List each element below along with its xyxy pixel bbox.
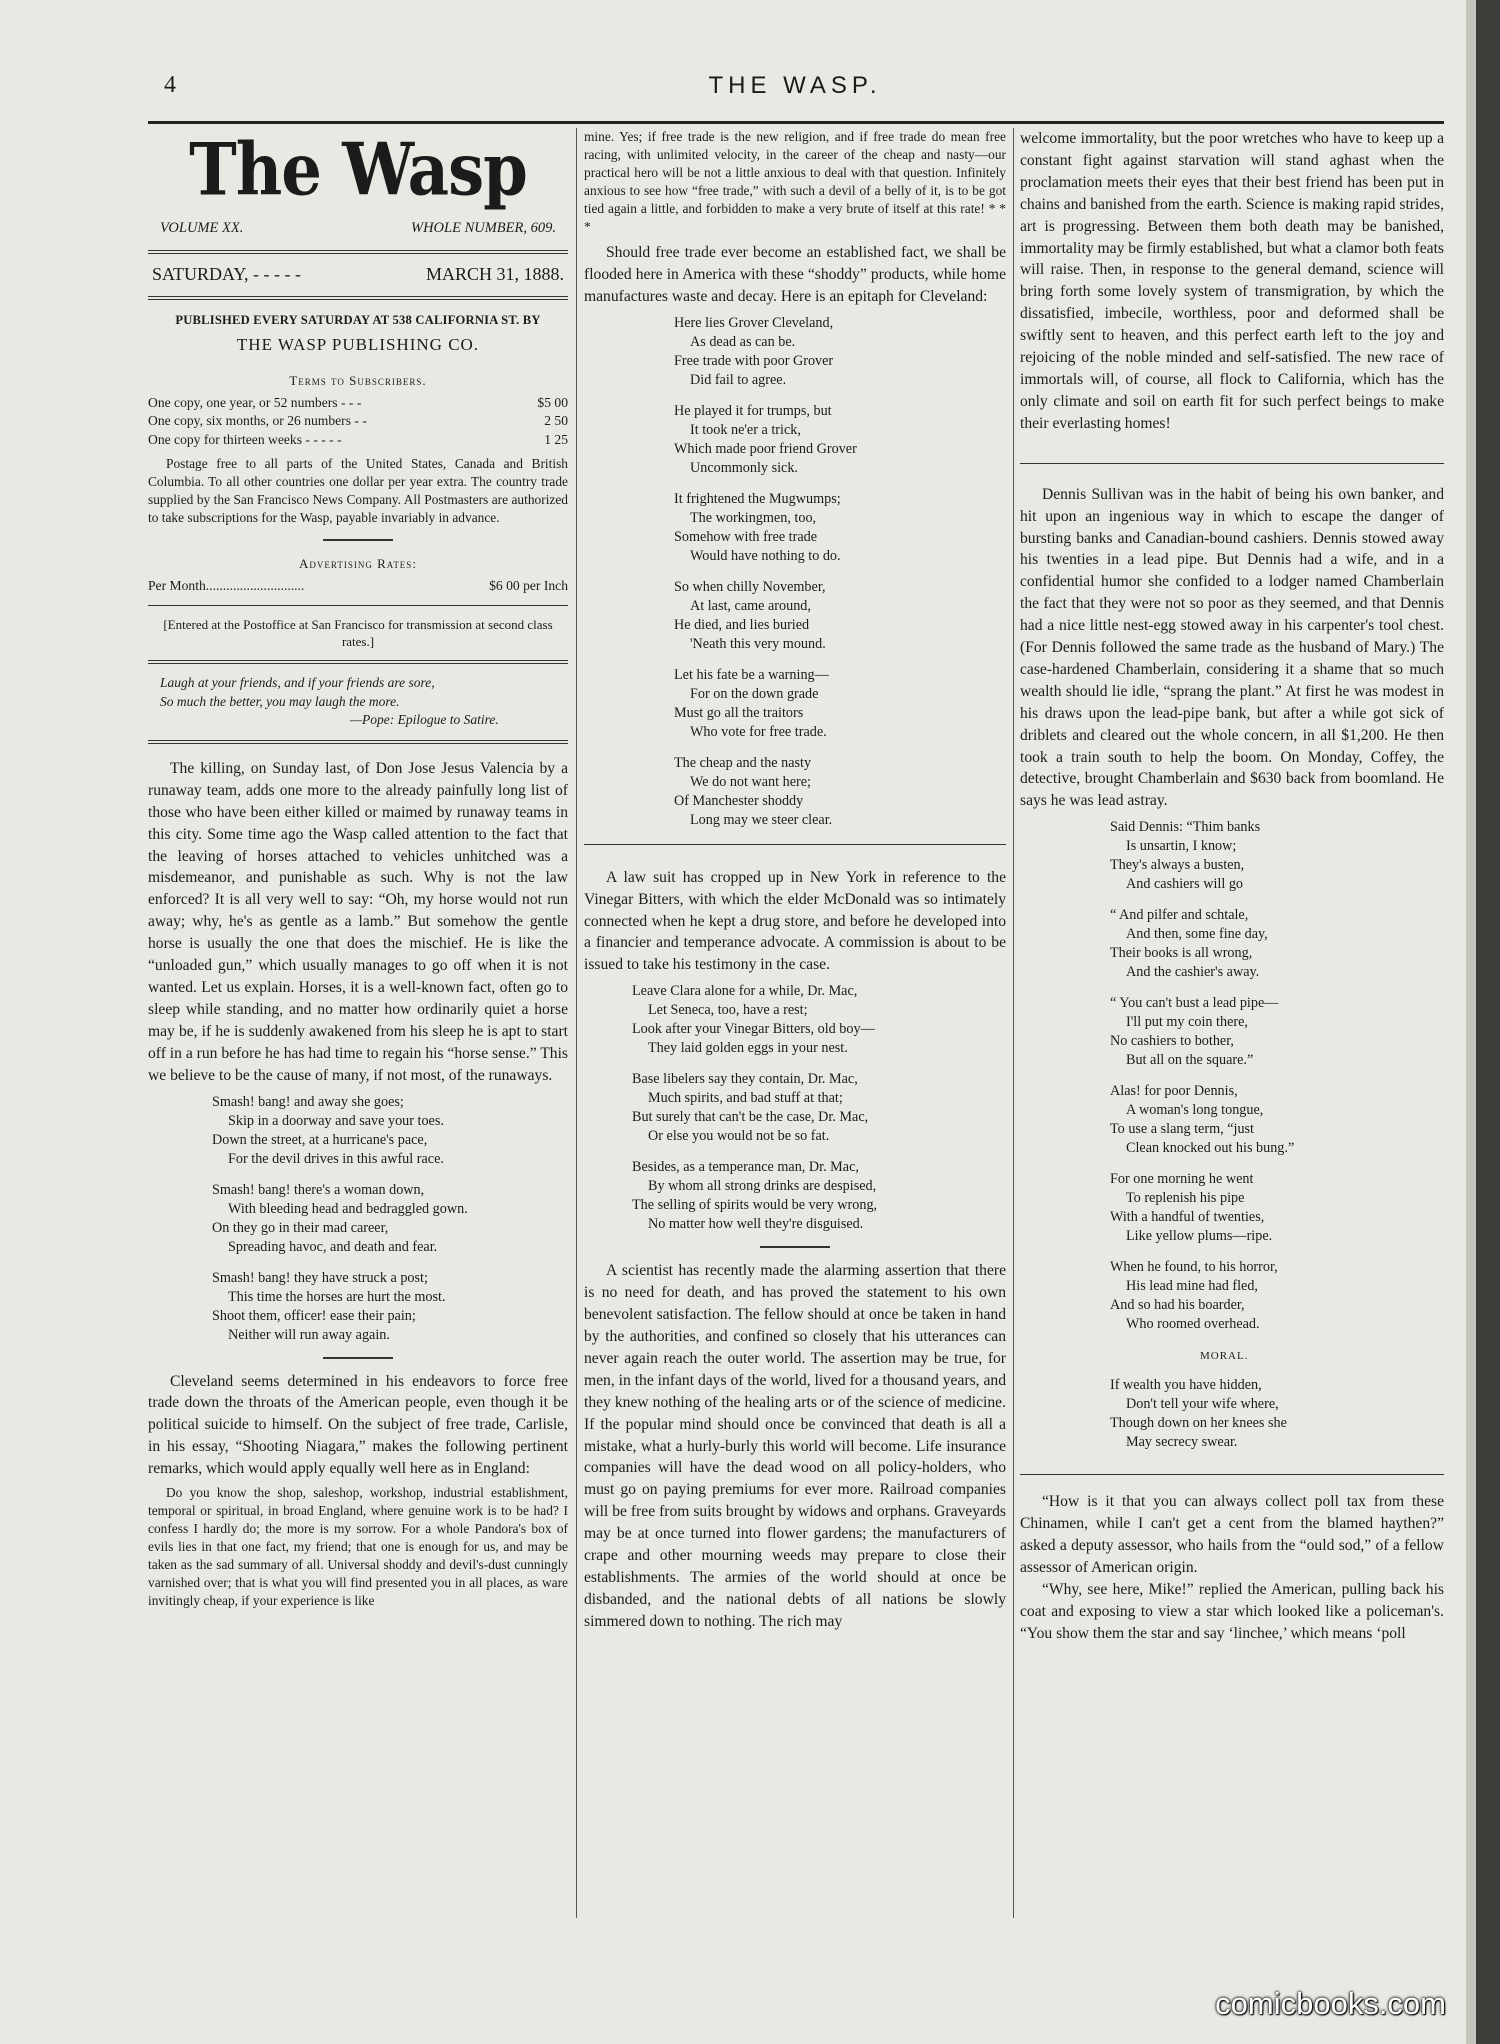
verse-line: Like yellow plums—ripe. — [1126, 1228, 1273, 1245]
verse-line: They laid golden eggs in your nest. — [648, 1040, 848, 1057]
column-rule-2 — [1013, 128, 1014, 1918]
verse-stanza — [1110, 994, 1444, 1070]
verse-stanza — [212, 1093, 568, 1169]
scan-binding-shadow — [1466, 0, 1476, 2044]
subscription-rates — [148, 394, 568, 450]
column-rule-1 — [576, 128, 577, 1918]
verse-dennis — [1110, 818, 1444, 1334]
rate-row: One copy, six months, or 26 numbers - - 2 50 — [148, 413, 568, 429]
verse-smash — [212, 1093, 568, 1345]
postal-entry-notice: [Entered at the Postoffice at San Francisco for transmission at second class rates.] — [163, 617, 553, 650]
verse-stanza — [674, 402, 1006, 478]
verse-epitaph — [674, 314, 1006, 830]
divider — [148, 660, 568, 664]
verse-line: Their books is all wrong, — [1110, 945, 1253, 962]
advertising-heading: Advertising Rates: — [299, 556, 417, 572]
article-mike: “Why, see here, Mike!” replied the American, pulling back his coat and exposing to view a star which looked like a policeman's. “You show them the star and say ‘linchee,’ which means ‘poll — [1020, 1580, 1444, 1642]
verse-line: It frightened the Mugwumps; — [674, 490, 841, 507]
verse-line: I'll put my coin there, — [1126, 1014, 1248, 1031]
verse-line: His lead mine had fled, — [1126, 1278, 1258, 1295]
verse-line: The cheap and the nasty — [674, 754, 812, 771]
verse-line: Besides, as a temperance man, Dr. Mac, — [632, 1159, 859, 1176]
article-cleveland: Cleveland seems determined in his endeavors to force free trade down the throats of the American people, even though it be political suicide to himself. On the subject of free trade, Carlisle, in his essay, “Shooting Niagara,” makes the following pertinent remarks, which would apply equally well here as in England: — [148, 1372, 568, 1478]
verse-line: And the cashier's away. — [1126, 964, 1260, 981]
verse-line: To use a slang term, “just — [1110, 1121, 1255, 1138]
terms-heading: Terms to Subscribers. — [289, 372, 427, 388]
page-header — [140, 72, 1450, 104]
verse-line: “ You can't bust a lead pipe— — [1110, 995, 1279, 1012]
verse-line: Is unsartin, I know; — [1126, 838, 1237, 855]
verse-line: Here lies Grover Cleveland, — [674, 314, 834, 331]
verse-line: This time the horses are hurt the most. — [228, 1288, 446, 1305]
verse-line: Much spirits, and bad stuff at that; — [648, 1090, 843, 1107]
volume-number: VOLUME XX. — [160, 220, 244, 236]
verse-stanza — [674, 314, 1006, 390]
verse-line: Which made poor friend Grover — [674, 440, 857, 457]
verse-line: “ And pilfer and schtale, — [1110, 907, 1249, 924]
verse-stanza — [632, 982, 1006, 1058]
verse-stanza — [1110, 1258, 1444, 1334]
article-sullivan: Dennis Sullivan was in the habit of being his own banker, and hit upon an ingenious way in which to escape the danger of bursting banks and Canadian-bound cashiers. Dennis stowed away his twenties in a lead pipe. But Dennis had a wife, and in a confidential humor she confided to a lodger named Chamberlain the fact that they were not so poor as they seemed, and that Dennis had a nice little nest-egg stowed away in his carpenter's tool chest. (For Dennis followed the same trade as the husband of Mary.) The case-hardened Chamberlain, considering it a shame that so much wealth should lie idle, “sprang the plant.” At first he was modest in his draws upon the lead-pipe bank, but after a while got sick of driblets and cleared out the whole concern, in all $1,200. He then took a train south to help the boom. On Monday, Coffey, the detective, brought Chamberlain and $630 back from boomland. He says he was lead astray. — [1020, 485, 1444, 810]
verse-line: Did fail to agree. — [690, 371, 787, 388]
verse-line: Smash! bang! and away she goes; — [212, 1093, 404, 1110]
verse-line: 'Neath this very mound. — [690, 635, 826, 652]
verse-line: For one morning he went — [1110, 1171, 1254, 1188]
divider — [1020, 1474, 1444, 1475]
verse-line: We do not want here; — [690, 773, 811, 790]
issue-date: MARCH 31, 1888. — [425, 263, 564, 284]
verse-line: Somehow with free trade — [674, 528, 818, 545]
verse-line: Who roomed overhead. — [1126, 1316, 1260, 1333]
verse-line: Uncommonly sick. — [690, 459, 798, 476]
verse-line: Though down on her knees she — [1110, 1415, 1287, 1432]
verse-line: If wealth you have hidden, — [1110, 1377, 1262, 1394]
verse-line: Shoot them, officer! ease their pain; — [212, 1307, 416, 1324]
column-1 — [148, 128, 568, 1610]
verse-line: And then, some fine day, — [1126, 926, 1268, 943]
short-rule — [323, 539, 393, 541]
watermark: comicbooks.com — [1215, 1986, 1446, 2021]
column-2 — [584, 128, 1006, 1633]
verse-line: Said Dennis: “Thim banks — [1110, 819, 1261, 836]
verse-line: May secrecy swear. — [1126, 1434, 1238, 1451]
volume-line — [160, 218, 556, 240]
verse-line: So when chilly November, — [674, 578, 826, 595]
verse-line: They's always a busten, — [1110, 857, 1245, 874]
verse-line: Must go all the traitors — [674, 704, 804, 721]
motto-line: Laugh at your friends, and if your friends are sore, — [160, 675, 435, 691]
verse-line: Skip in a doorway and save your toes. — [228, 1112, 444, 1129]
verse-line: And cashiers will go — [1126, 876, 1244, 893]
verse-line: The workingmen, too, — [690, 509, 817, 526]
verse-line: Let his fate be a warning— — [674, 666, 829, 683]
article-polltax: “How is it that you can always collect poll tax from these Chinamen, while I can't get a cent from the blamed haythen?” asked a deputy assessor, who hails from the “ould sod,” of a fellow assessor of American origin. — [1020, 1493, 1444, 1576]
verse-stanza — [674, 490, 1006, 566]
verse-line: But all on the square.” — [1126, 1052, 1254, 1069]
verse-line: Spreading havoc, and death and fear. — [228, 1238, 438, 1255]
verse-line: He died, and lies buried — [674, 616, 810, 633]
verse-stanza — [1110, 906, 1444, 982]
verse-line: Neither will run away again. — [228, 1326, 390, 1343]
verse-stanza — [212, 1269, 568, 1345]
verse-line: Clean knocked out his bung.” — [1126, 1140, 1295, 1157]
verse-line: When he found, to his horror, — [1110, 1259, 1278, 1276]
short-rule — [323, 1357, 393, 1359]
motto-line: So much the better, you may laugh the more. — [160, 693, 400, 709]
verse-line: Look after your Vinegar Bitters, old boy— — [632, 1021, 875, 1038]
carlisle-quote-continued: mine. Yes; if free trade is the new religion, and if free trade do mean free racing, with unlimited velocity, in the career of the cheap and nasty—our practical hero will be not a little anxious to deal with that question. Infinitely anxious to see how “free trade,” with such a devil of a belly of it, is to be got tied again a little, and forbidden to make a very brute of itself at this rate! * * * — [584, 129, 1006, 234]
verse-line: Free trade with poor Grover — [674, 352, 834, 369]
motto — [148, 674, 568, 730]
dateline — [148, 264, 568, 286]
verse-line: For the devil drives in this awful race. — [228, 1150, 444, 1167]
verse-line: Or else you would not be so fat. — [648, 1128, 830, 1145]
article-lawsuit: A law suit has cropped up in New York in reference to the Vinegar Bitters, with which the elder McDonald was so intimately connected when he kept a drug store, and before he developed into a financier and temperance advocate. A commission is about to be issued to take his testimony in the case. — [584, 868, 1006, 974]
verse-line: To replenish his pipe — [1126, 1190, 1245, 1207]
postage-notice: Postage free to all parts of the United States, Canada and British Columbia. To all other countries one dollar per year extra. The country trade supplied by the San Francisco News Company. All Postmasters are authorized to take subscriptions for the Wasp, payable invariably in advance. — [148, 456, 568, 526]
verse-line: Don't tell your wife where, — [1126, 1396, 1279, 1413]
rate-row: Per Month............................. $6 00 per Inch — [148, 577, 568, 593]
motto-attribution: —Pope: Epilogue to Satire. — [350, 712, 499, 728]
verse-line: Let Seneca, too, have a rest; — [648, 1002, 808, 1019]
verse-stanza — [674, 666, 1006, 742]
verse-line: Alas! for poor Dennis, — [1110, 1083, 1238, 1100]
verse-line: With a handful of twenties, — [1110, 1209, 1265, 1226]
verse-line: But surely that can't be the case, Dr. Mac, — [632, 1109, 869, 1126]
verse-stanza — [1110, 818, 1444, 894]
verse-line: The selling of spirits would be very wrong, — [632, 1197, 878, 1214]
divider — [148, 740, 568, 744]
rate-row: One copy for thirteen weeks - - - - - 1 25 — [148, 431, 568, 447]
verse-line: On they go in their mad career, — [212, 1219, 389, 1236]
article-runaway: The killing, on Sunday last, of Don Jose Jesus Valencia by a runaway team, adds one more to the already painfully long list of those who have been either killed or maimed by runaway teams in this city. Some time ago the Wasp called attention to the fact that the leaving of horses attached to vehicles unhitched was a misdemeanor, and punishable as such. Why is not the law enforced? It is all very well to say: “Oh, my horse would not run away; why, he's as gentle as a lamb.” But somehow the gentle horse is usually the one that does the mischief. He is like the “unloaded gun,” which usually manages to go off when it is not wanted. Let us explain. Horses, it is a well-known fact, often go to sleep while standing, and no matter how ordinarily quiet a horse may be, if he is suddenly awakened from his sleep he is apt to start off in a run before he has had time to regain his “horse sense.” This we believe to be the cause of many, if not most, of the runaways. — [148, 759, 568, 1084]
verse-line: Long may we steer clear. — [690, 811, 833, 828]
verse-line: With bleeding head and bedraggled gown. — [228, 1200, 468, 1217]
article-immortality-continued: welcome immortality, but the poor wretches who have to keep up a constant fight against starvation will stand aghast when the proclamation meets their eyes that their best friend has been put in chains and banished from the earth. Science is making rapid strides, art is progressing. Between them both death may be banished, immortality may be firmly established, but what a clamor both feats will raise. Then, in response to the general demand, science will bring forth some lovely system of transmigration, by which the dissatisfied, imbecile, worthless, poor and deformed shall be swiftly sent to heaven, and this perfect earth left to the joy and rejoicing of the noble minded and self-satisfied. The new race of immortals will, of course, all flock to California, which has the only climate and soil on earth fit for such perfect beings to make their everlasting homes! — [1020, 130, 1444, 432]
verse-line: Leave Clara alone for a while, Dr. Mac, — [632, 983, 858, 1000]
verse-line: No matter how well they're disguised. — [648, 1216, 864, 1233]
column-3 — [1020, 128, 1444, 1645]
verse-line: It took ne'er a trick, — [690, 421, 801, 438]
whole-number: WHOLE NUMBER, 609. — [411, 220, 556, 236]
carlisle-quote: Do you know the shop, saleshop, workshop, industrial establishment, temporal or spiritual, in broad England, where genuine work is to be had? I confess I hardly do; the more is my sorrow. For a whole Pandora's box of evils lies in that one fact, my friend; that one is enough for us, and may be taken as the sad summary of all. Universal shoddy and devil's-dust cunningly varnished over; that is what you will find presented you in all places, as ware invitingly cheap, if your experience is like — [148, 1485, 568, 1609]
moral-label: MORAL. — [1200, 1350, 1249, 1363]
verse-stanza — [674, 754, 1006, 830]
issue-day: SATURDAY, - - - - - — [152, 263, 302, 284]
verse-line: A woman's long tongue, — [1126, 1102, 1264, 1119]
verse-line: As dead as can be. — [690, 333, 796, 350]
running-title: THE WASP. — [708, 72, 882, 99]
page-number: 4 — [164, 72, 176, 98]
verse-stanza — [632, 1158, 1006, 1234]
advertising-rates — [148, 577, 568, 596]
verse-stanza — [1110, 1082, 1444, 1158]
publisher-line: PUBLISHED EVERY SATURDAY AT 538 CALIFORNIA ST. BY — [175, 312, 541, 327]
divider — [1020, 463, 1444, 464]
divider — [148, 296, 568, 300]
verse-line: At last, came around, — [690, 597, 811, 614]
divider — [584, 844, 1006, 845]
verse-line: No cashiers to bother, — [1110, 1033, 1234, 1050]
verse-clara — [632, 982, 1006, 1234]
scan-edge — [1476, 0, 1500, 2044]
divider — [148, 605, 568, 606]
verse-line: Smash! bang! there's a woman down, — [212, 1181, 425, 1198]
verse-line: Down the street, at a hurricane's pace, — [212, 1131, 428, 1148]
top-rule — [148, 121, 1444, 124]
verse-moral — [1110, 1376, 1444, 1452]
verse-line: Who vote for free trade. — [690, 723, 827, 740]
verse-line: He played it for trumps, but — [674, 402, 832, 419]
verse-line: Base libelers say they contain, Dr. Mac, — [632, 1071, 858, 1088]
verse-stanza — [632, 1070, 1006, 1146]
verse-stanza — [1110, 1170, 1444, 1246]
verse-stanza — [212, 1181, 568, 1257]
verse-line: Would have nothing to do. — [690, 547, 841, 564]
verse-line: Smash! bang! they have struck a post; — [212, 1269, 428, 1286]
verse-stanza — [674, 578, 1006, 654]
article-scientist: A scientist has recently made the alarming assertion that there is no need for death, and has proved the statement to his own benevolent satisfaction. The fellow should at once be taken in hand by the authorities, and confined so closely that his utterances can never again reach the outer world. The assertion may be true, for men, in the infant days of the world, lived for a thousand years, and they knew nothing of the healing arts or of the science of medicine. If the popular mind should once be convinced that death is all a mistake, what a hurly-burly this world will become. Life insurance companies will have the dead wood on all policy-holders, who must go on paying premiums for ever more. Railroad companies will be free from suits brought by widows and orphans. Graveyards may be at once turned into flower gardens; the manufacturers of crape and other mourning weeds may prepare to close their establishments. The armies of the world should at once be disbanded, and the national debts of all nations be slowly simmered down to nothing. The rich may — [584, 1262, 1006, 1630]
verse-line: By whom all strong drinks are despised, — [648, 1178, 877, 1195]
article-shoddy: Should free trade ever become an established fact, we shall be flooded here in America with these “shoddy” products, while home manufactures waste and decay. Here is an epitaph for Cleveland: — [584, 244, 1006, 305]
rate-row: One copy, one year, or 52 numbers - - - $5 00 — [148, 394, 568, 410]
masthead-title: The Wasp — [189, 128, 527, 213]
verse-line: Of Manchester shoddy — [674, 792, 804, 809]
verse-line: And so had his boarder, — [1110, 1297, 1245, 1314]
verse-line: For on the down grade — [690, 685, 819, 702]
short-rule — [760, 1246, 830, 1248]
divider — [148, 250, 568, 254]
publisher-name: THE WASP PUBLISHING CO. — [236, 334, 480, 354]
